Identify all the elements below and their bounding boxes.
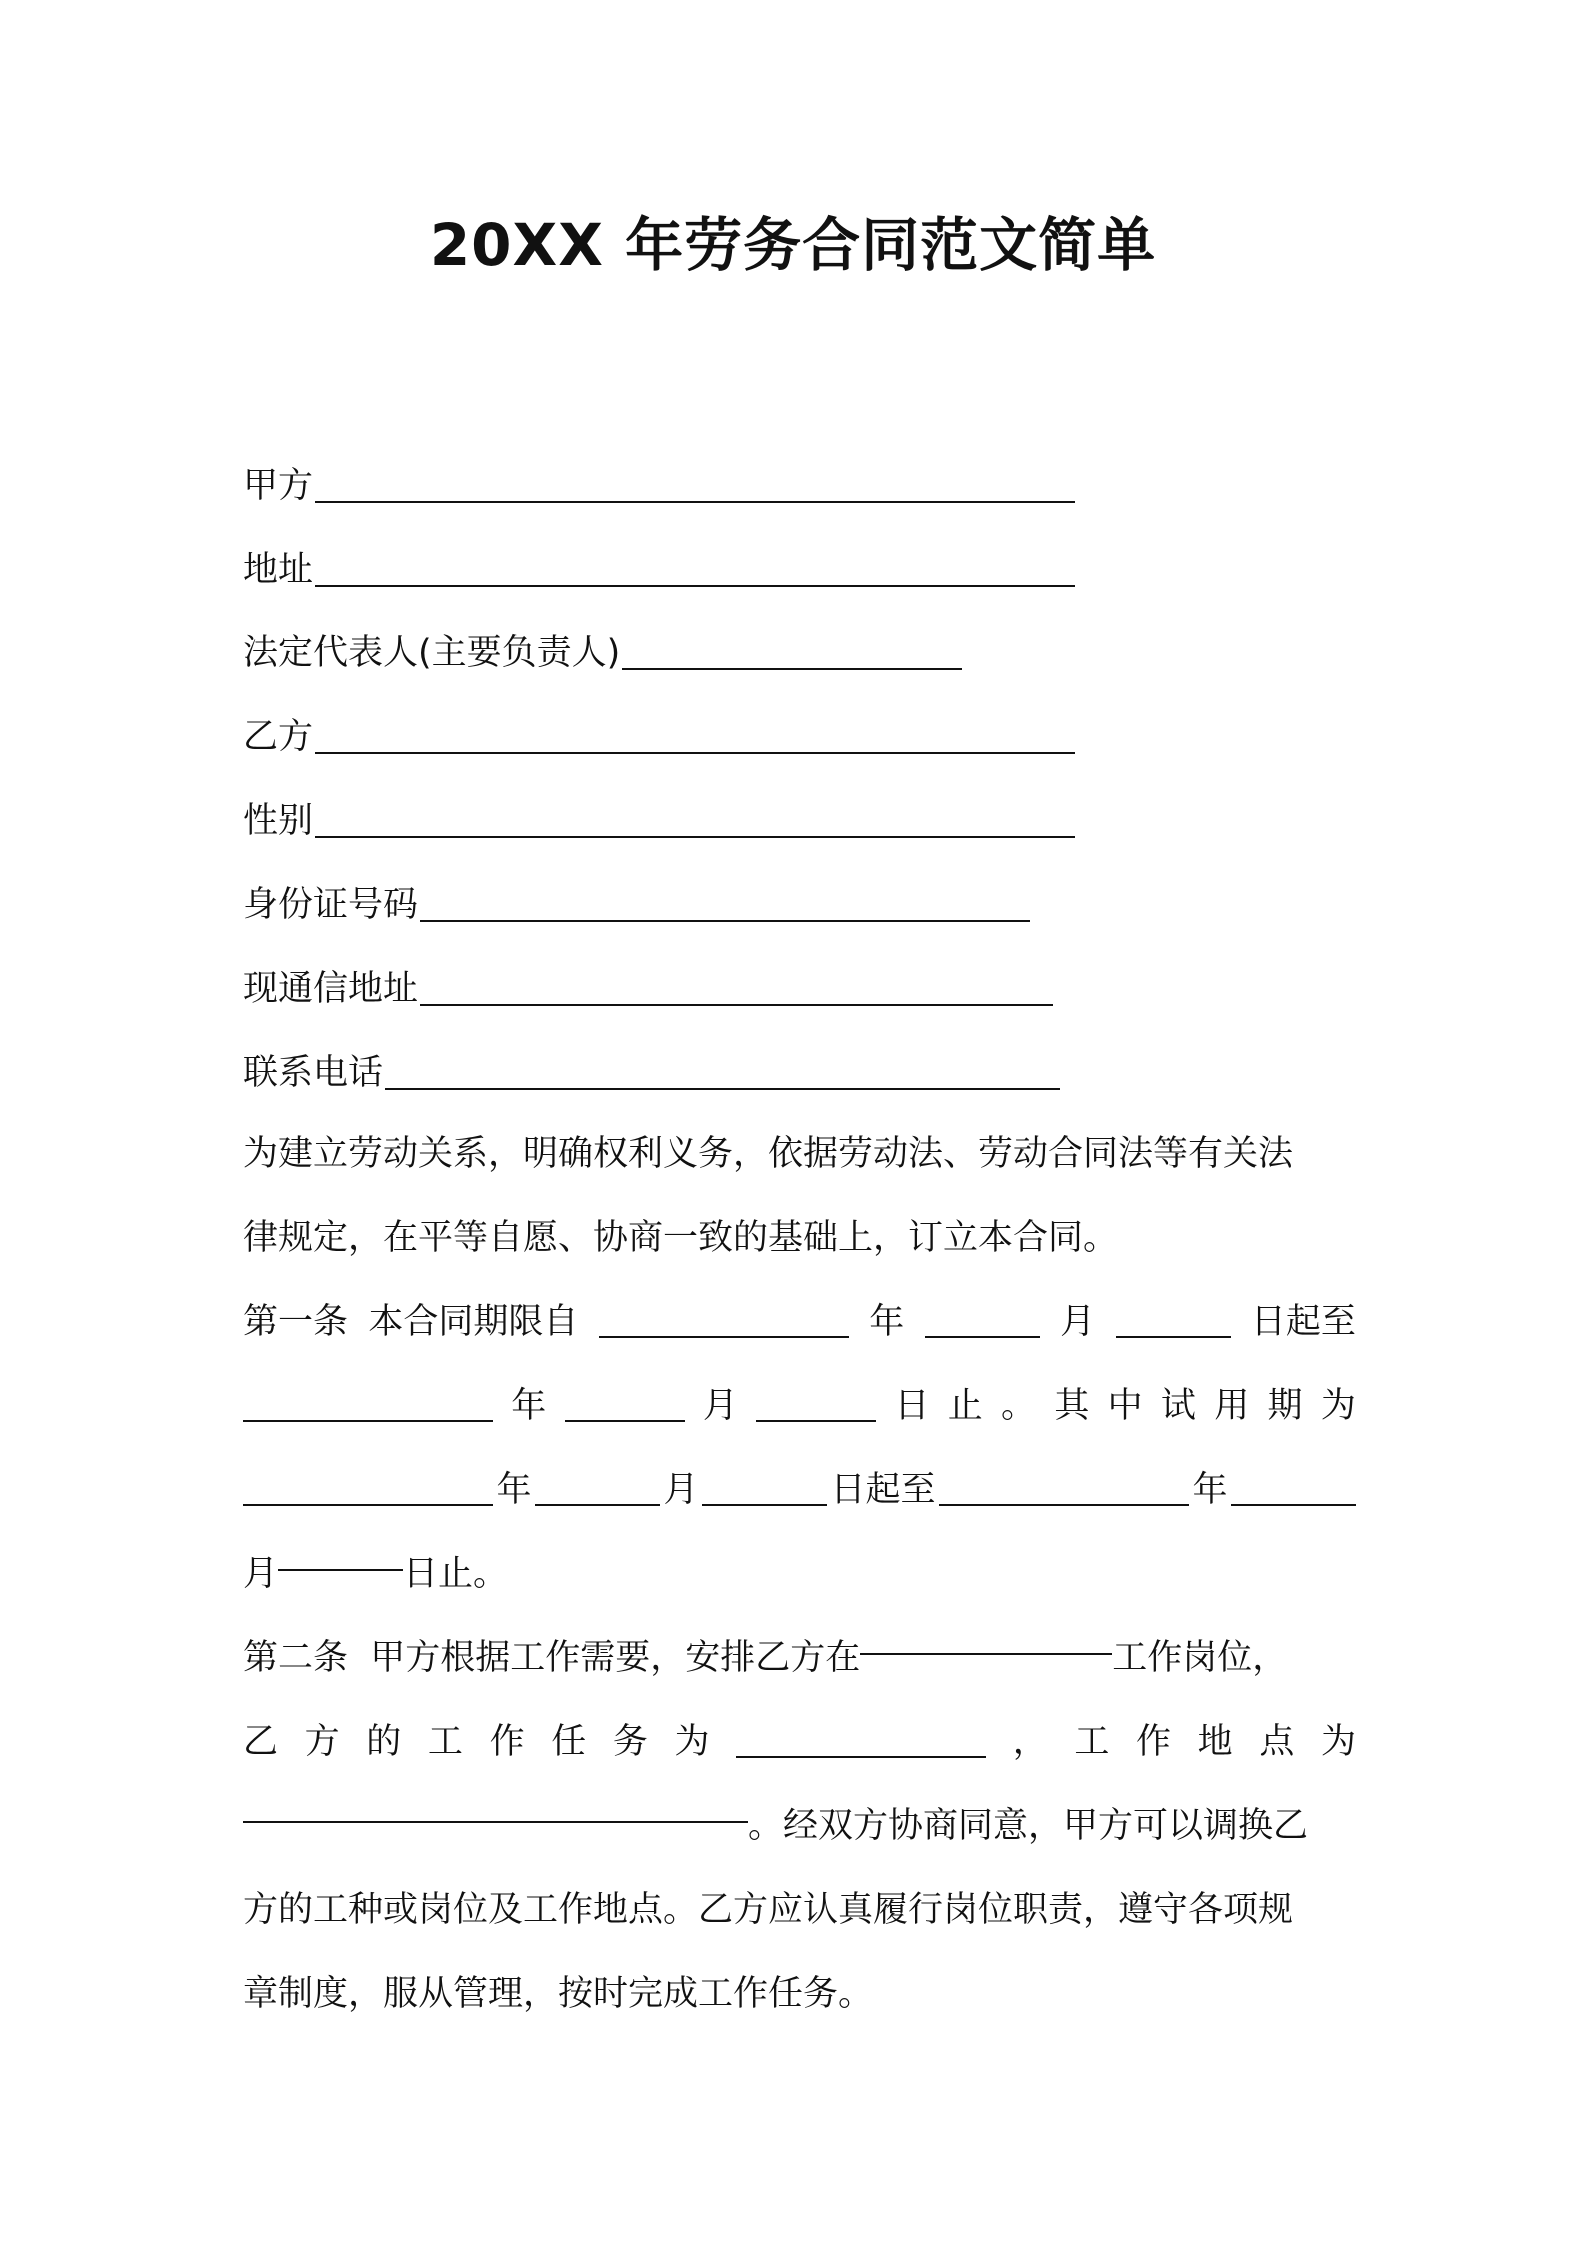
article2-line3-tail: 。经双方协商同意，甲方可以调换乙	[748, 1806, 1309, 1846]
month-label: 月	[663, 1470, 699, 1510]
trial-char: 试	[1160, 1386, 1196, 1426]
task-char: 的	[366, 1722, 402, 1762]
legal-rep-field	[243, 628, 962, 678]
article1-term-start: 本合同期限自	[368, 1302, 579, 1342]
day-from-to-label: 日起至	[830, 1470, 936, 1510]
address-field	[243, 545, 1075, 595]
address-label: 地址	[243, 550, 314, 590]
end-year-blank[interactable]	[243, 1420, 493, 1422]
party-b-field	[243, 712, 1075, 762]
phone-field	[243, 1048, 1060, 1098]
article2-line1-tail: 工作岗位，	[1112, 1638, 1288, 1678]
phone-label: 联系电话	[243, 1053, 384, 1093]
gender-label: 性别	[243, 801, 314, 841]
id-number-label: 身份证号码	[243, 885, 419, 925]
article1-prefix: 第一条	[243, 1302, 349, 1342]
party-a-blank[interactable]	[315, 501, 1075, 503]
current-address-field	[243, 964, 1053, 1014]
end-day-blank[interactable]	[756, 1420, 876, 1422]
location-char: 点	[1259, 1722, 1295, 1762]
task-char: 作	[489, 1722, 525, 1762]
trial-end-month-blank[interactable]	[1231, 1504, 1356, 1506]
task-char: 乙	[243, 1722, 279, 1762]
task-char: 务	[612, 1722, 648, 1762]
day-label: 日	[894, 1386, 930, 1426]
location-char: 地	[1197, 1722, 1233, 1762]
intro-line-1: 为建立劳动关系，明确权利义务，依据劳动法、劳动合同法等有关法	[243, 1134, 1294, 1174]
trial-char: 中	[1107, 1386, 1143, 1426]
year-label: 年	[496, 1470, 532, 1510]
party-a-label: 甲方	[243, 466, 314, 506]
year-label: 年	[1192, 1470, 1228, 1510]
id-number-blank[interactable]	[420, 920, 1030, 922]
trial-char: 为	[1320, 1386, 1356, 1426]
trial-end-year-blank[interactable]	[939, 1504, 1189, 1506]
trial-start-month-blank[interactable]	[535, 1504, 660, 1506]
gender-blank[interactable]	[315, 836, 1075, 838]
end-month-blank[interactable]	[565, 1420, 685, 1422]
location-char: 工	[1074, 1722, 1110, 1762]
article2-intro: 第二条 甲方根据工作需要，安排乙方在	[243, 1638, 861, 1678]
position-dept-blank[interactable]	[860, 1653, 1112, 1655]
current-address-label: 现通信地址	[243, 969, 419, 1009]
location-char: 作	[1136, 1722, 1172, 1762]
period-mark: 。	[1001, 1386, 1037, 1426]
start-year-blank[interactable]	[599, 1336, 849, 1338]
trial-start-year-blank[interactable]	[243, 1504, 493, 1506]
trial-start-day-blank[interactable]	[702, 1504, 827, 1506]
address-blank[interactable]	[315, 585, 1075, 587]
task-char: 任	[551, 1722, 587, 1762]
article1-line-4	[243, 1544, 1356, 1604]
work-location-blank[interactable]	[243, 1821, 748, 1823]
location-char: 为	[1320, 1722, 1356, 1762]
work-task-blank[interactable]	[736, 1756, 986, 1758]
day-from-to-label: 日起至	[1250, 1302, 1356, 1342]
article2-line-1	[243, 1628, 1356, 1688]
trial-char: 用	[1214, 1386, 1250, 1426]
intro-line-2: 律规定，在平等自愿、协商一致的基础上，订立本合同。	[243, 1218, 1119, 1258]
stop-label: 止	[947, 1386, 983, 1426]
start-day-blank[interactable]	[1116, 1336, 1231, 1338]
trial-char: 期	[1267, 1386, 1303, 1426]
article2-line-2	[243, 1712, 1356, 1772]
article1-line-1	[243, 1292, 1356, 1352]
day-end-label: 日止。	[403, 1554, 509, 1594]
gender-field	[243, 796, 1075, 846]
trial-char: 其	[1054, 1386, 1090, 1426]
party-b-blank[interactable]	[315, 752, 1075, 754]
party-b-label: 乙方	[243, 717, 314, 757]
year-label: 年	[869, 1302, 905, 1342]
article1-line-3	[243, 1460, 1356, 1520]
month-label: 月	[1060, 1302, 1096, 1342]
phone-blank[interactable]	[385, 1088, 1060, 1090]
id-number-field	[243, 880, 1030, 930]
current-address-blank[interactable]	[420, 1004, 1053, 1006]
article2-line-5: 章制度，服从管理，按时完成工作任务。	[243, 1974, 874, 2014]
month-label: 月	[702, 1386, 738, 1426]
trial-end-day-blank[interactable]	[278, 1569, 403, 1571]
task-char: 为	[674, 1722, 710, 1762]
legal-rep-blank[interactable]	[622, 668, 962, 670]
legal-rep-label: 法定代表人(主要负责人)	[243, 633, 621, 673]
month-label: 月	[243, 1554, 279, 1594]
start-month-blank[interactable]	[925, 1336, 1040, 1338]
party-a-field	[243, 461, 1075, 511]
document-title: 20XX 年劳务合同范文简单	[429, 211, 1157, 279]
article2-line-4: 方的工种或岗位及工作地点。乙方应认真履行岗位职责，遵守各项规	[243, 1890, 1294, 1930]
year-label: 年	[511, 1386, 547, 1426]
comma: ，	[1012, 1722, 1048, 1762]
task-char: 工	[427, 1722, 463, 1762]
article1-line-2	[243, 1376, 1356, 1436]
task-char: 方	[304, 1722, 340, 1762]
article2-line-3	[243, 1796, 1356, 1856]
